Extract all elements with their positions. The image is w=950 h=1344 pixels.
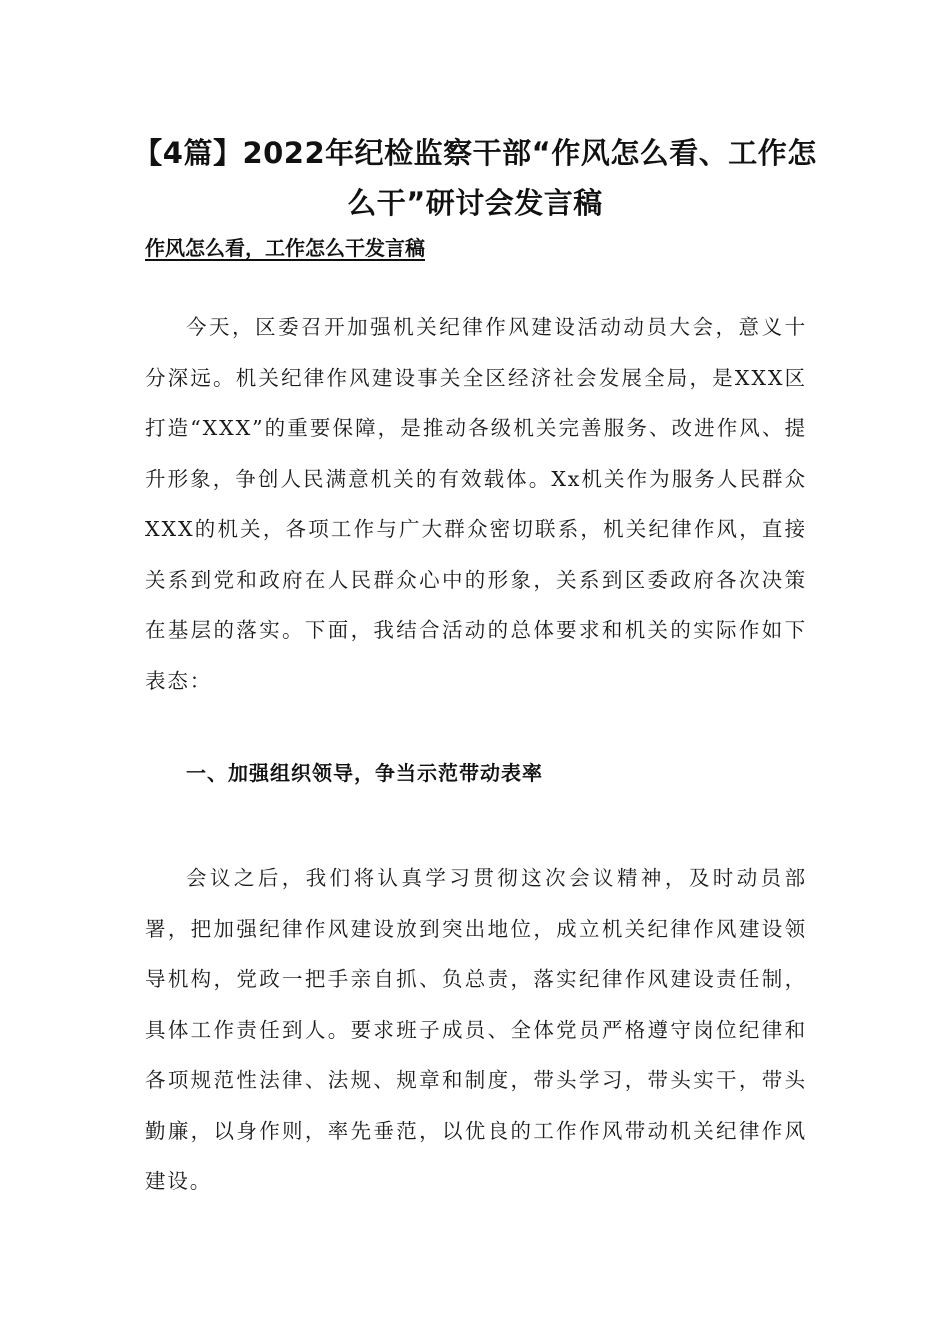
body-paragraph-2: 会议之后，我们将认真学习贯彻这次会议精神，及时动员部署，把加强纪律作风建设放到突出地位，成立机关纪律作风建设领导机构，党政一把手亲自抓、负总责，落实纪律作风建设责任制，具体工作责任到人。要求班子成员、全体党员严格遵守岗位纪律和各项规范性法律、法规、规章和制度，带头学习，带头实干，带头勤廉，以身作则，率先垂范，以优良的工作作风带动机关纪律作风建设。: [145, 866, 807, 1193]
document-title: 【4篇】2022年纪检监察干部“作风怎么看、工作怎么干”研讨会发言稿: [133, 136, 817, 220]
document-subtitle: 作风怎么看，工作怎么干发言稿: [145, 236, 425, 260]
body-paragraph-1: 今天，区委召开加强机关纪律作风建设活动动员大会，意义十分深远。机关纪律作风建设事关全区经济社会发展全局，是XXX区打造“XXX”的重要保障，是推动各级机关完善服务、改进作风、提升形象，争创人民满意机关的有效载体。Xx机关作为服务人民群众XXX的机关，各项工作与广大群众密切联系，机关纪律作风，直接关系到党和政府在人民群众心中的形象，关系到区委政府各次决策在基层的落实。下面，我结合活动的总体要求和机关的实际作如下表态：: [145, 315, 807, 693]
section-heading-1: 一、加强组织领导，争当示范带动表率: [186, 761, 543, 785]
